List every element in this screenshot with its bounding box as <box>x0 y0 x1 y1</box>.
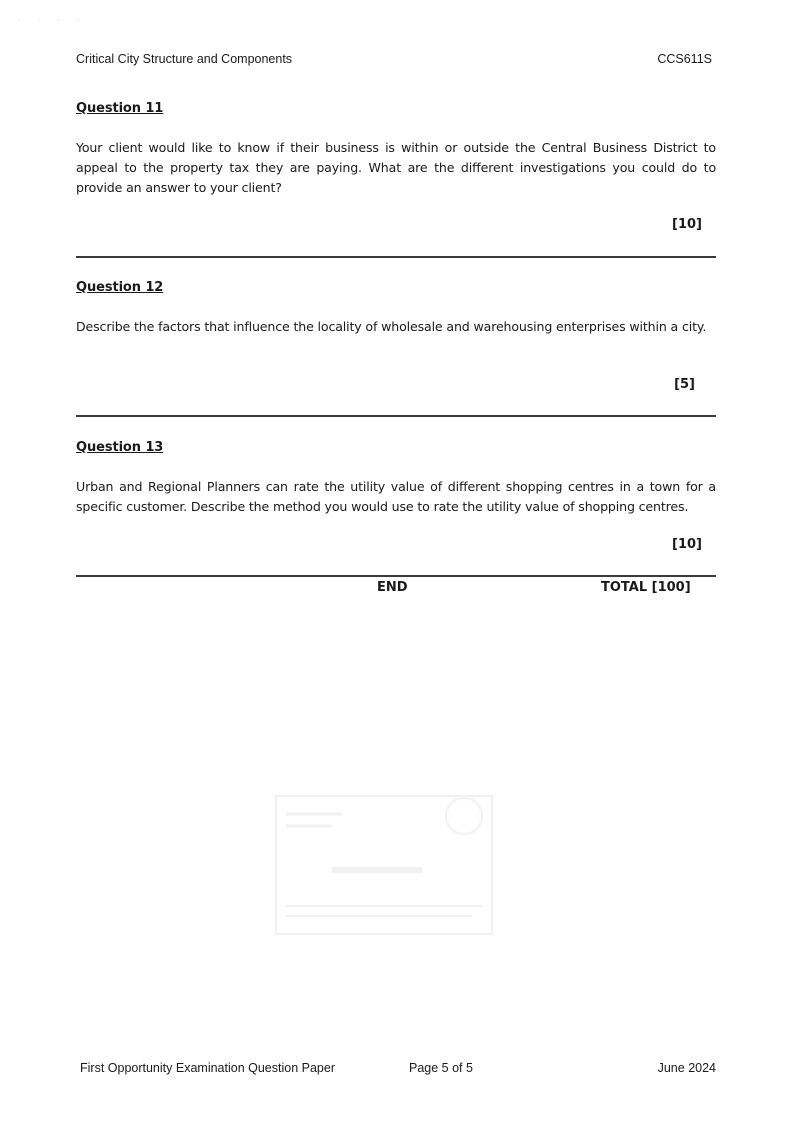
scan-marks: · · · · <box>18 18 88 25</box>
question-12-text: Describe the factors that influence the locality of wholesale and warehousing enterprises within a city. <box>76 319 707 334</box>
question-11-heading: Question 11 <box>76 101 164 116</box>
footer-date: June 2024 <box>657 1061 716 1075</box>
question-12-heading: Question 12 <box>76 280 164 295</box>
divider-after-question-12 <box>76 415 716 417</box>
divider-after-question-13 <box>76 575 716 577</box>
faint-stamp-impression <box>272 790 498 940</box>
question-12-marks: [5] <box>674 377 695 392</box>
question-13-block <box>76 440 716 517</box>
footer-paper-type: First Opportunity Examination Question Paper <box>80 1061 335 1075</box>
footer-page-number: Page 5 of 5 <box>409 1061 473 1075</box>
question-12-block <box>76 280 716 337</box>
question-11-text: Your client would like to know if their business is within or outside the Central Business District to appeal to the property tax they are paying. What are the different investigations you could do to provide an answer to your client? <box>76 140 716 195</box>
question-11-block <box>76 101 716 198</box>
course-title: Critical City Structure and Components <box>76 52 293 66</box>
divider-after-question-11 <box>76 256 716 258</box>
question-11-marks: [10] <box>672 217 702 232</box>
question-13-heading: Question 13 <box>76 440 164 455</box>
course-code: CCS611S <box>657 52 712 66</box>
total-label: TOTAL [100] <box>601 580 691 595</box>
question-13-text: Urban and Regional Planners can rate the utility value of different shopping centres in a town for a specific customer. Describe the method you would use to rate the utility value of shopping centres. <box>76 479 716 514</box>
question-13-marks: [10] <box>672 537 702 552</box>
end-label: END <box>377 580 408 595</box>
